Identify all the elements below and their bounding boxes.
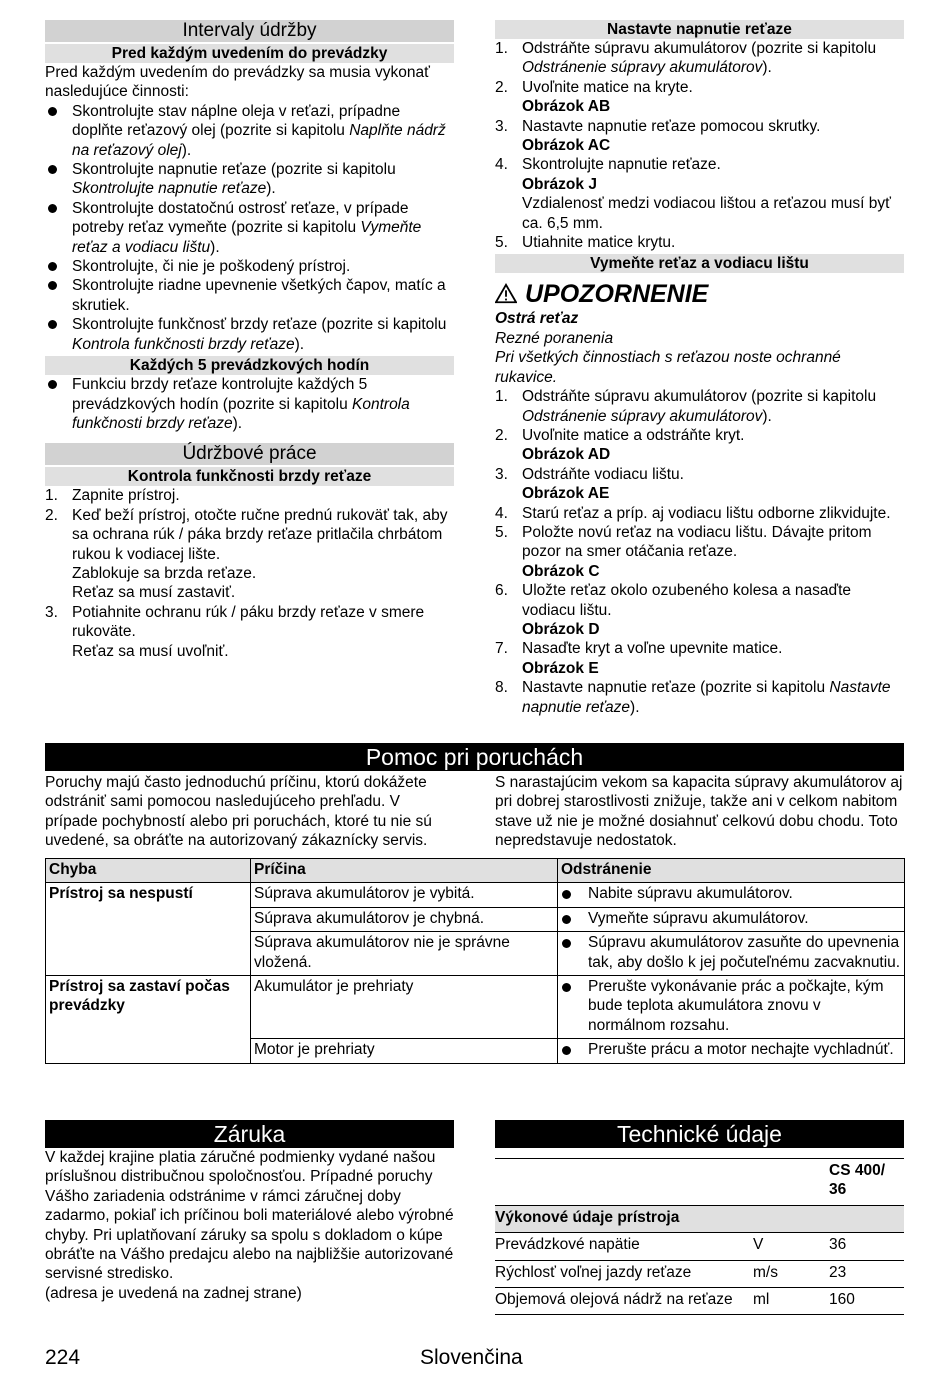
fault-cell: Prístroj sa nespustí (46, 883, 251, 976)
troubleshooting-heading: Pomoc pri poruchách (45, 743, 904, 771)
step-number: 5. (495, 234, 508, 252)
table-row (495, 1205, 904, 1232)
group-label: Výkonové údaje prístroja (495, 1205, 904, 1232)
tech-data-table (495, 1158, 904, 1315)
warning-title: UPOZORNENIE (525, 280, 709, 309)
list-item: Funkciu brzdy reťaze kontrolujte každých 5 prevádzkových hodín (pozrite si kapitolu Kontrola funkčnosti brzdy reťaze). (45, 375, 454, 433)
troubleshooting-table (45, 858, 905, 1064)
step-item: 1. Odstráňte súpravu akumulátorov (pozrite si kapitolu Odstránenie súpravy akumulátorov). (495, 40, 877, 77)
step-number: 2. (495, 78, 508, 96)
troubleshooting-intro-left: Poruchy majú často jednoduchú príčinu, ktorú dokážete odstrániť sami pomocou nasledujúceho prehľadu. V prípade pochybností alebo pri poruchách, ktoré tu nie sú uvedené, sa obráťte na autorizovaný zákaznícky servis. (45, 774, 432, 850)
figure-ref: Obrázok AB (522, 98, 611, 116)
model-name: CS 400/ 36 (829, 1159, 904, 1206)
warning-triangle-icon (495, 283, 517, 305)
step-item: 7. Nasaďte kryt a voľne upevnite matice. Obrázok E (495, 639, 904, 678)
list-item: Skontrolujte stav náplne oleja v reťazi, prípadne doplňte reťazový olej (pozrite si kapitolu Naplňte nádrž na reťazový olej). (45, 102, 454, 160)
step-number: 1. (45, 487, 58, 505)
remedy-cell: Prerušte vykonávanie prác a počkajte, kým bude teplota akumulátora znovu v normálnom rozsahu. (558, 976, 905, 1039)
chain-tension-steps (495, 39, 904, 252)
step-item: 5. Utiahnite matice krytu. (495, 234, 676, 252)
table-row (46, 976, 905, 1039)
right-column (495, 20, 904, 717)
brake-check-steps (45, 486, 454, 661)
figure-ref: Obrázok AE (522, 485, 610, 503)
language-label: Slovenčina (420, 1346, 523, 1369)
figure-ref: Obrázok C (522, 562, 600, 580)
step-number: 3. (495, 465, 508, 483)
spec-value: 160 (829, 1288, 904, 1315)
step-number: 4. (495, 504, 508, 522)
warning-hazard: Ostrá reťaz (495, 310, 579, 328)
step-item: 1. Odstráňte súpravu akumulátorov (pozrite si kapitolu Odstránenie súpravy akumulátorov). (495, 388, 877, 425)
before-use-list (45, 102, 454, 354)
step-number: 2. (495, 426, 508, 444)
step-item: 2. Uvoľnite matice na kryte. Obrázok AB (495, 78, 904, 117)
step-item: 2. Uvoľnite matice a odstráňte kryt. Obrázok AD (495, 426, 904, 465)
replace-chain-steps (495, 387, 904, 717)
warning-instruction: Pri všetkých činnostiach s reťazou noste ochranné rukavice. (495, 349, 841, 386)
step-item: 3. Potiahnite ochranu rúk / páku brzdy reťaze v smere rukoväte. Reťaz sa musí uvoľniť. (45, 603, 425, 660)
step-item: 4. Starú reťaz a príp. aj vodiacu lištu odborne zlikvidujte. (495, 504, 891, 522)
spec-unit: m/s (753, 1260, 829, 1287)
remedy-cell: Vymeňte súpravu akumulátorov. (558, 907, 905, 931)
step-item: 8. Nastavte napnutie reťaze (pozrite si kapitolu Nastavte napnutie reťaze). (495, 679, 891, 716)
step-item: 5. Položte novú reťaz na vodiacu lištu. Dávajte pritom pozor na smer otáčania reťaze. Obrázok C (495, 523, 904, 581)
step-number: 3. (495, 117, 508, 135)
table-row (46, 883, 905, 907)
before-use-intro: Pred každým uvedením do prevádzky sa musia vykonať nasledujúce činnosti: (45, 64, 430, 101)
spec-value: 36 (829, 1233, 904, 1260)
spec-unit: V (753, 1233, 829, 1260)
cause-cell: Súprava akumulátorov je vybitá. (251, 883, 558, 907)
header-fault: Chyba (46, 859, 251, 883)
warranty-heading: Záruka (45, 1120, 454, 1148)
cause-cell: Motor je prehriaty (251, 1039, 558, 1063)
step-item: 2. Keď beží prístroj, otočte ručne prednú rukoväť tak, aby sa ochrana rúk / páka brzdy reťaze pritlačila chrbátom rukou k vodiacej lište. Zablokuje sa brzda reťaze. Reťaz sa musí zastaviť. (45, 506, 448, 602)
figure-ref: Obrázok J (522, 175, 597, 193)
table-header-row (46, 859, 905, 883)
warning-heading (495, 279, 904, 309)
step-number: 1. (495, 388, 508, 406)
list-item: Skontrolujte napnutie reťaze (pozrite si kapitolu Skontrolujte napnutie reťaze). (45, 160, 454, 199)
table-row (495, 1260, 904, 1287)
table-row (495, 1233, 904, 1260)
step-item: 4. Skontrolujte napnutie reťaze. Obrázok J Vzdialenosť medzi vodiacou lištou a reťazou musí byť ca. 6,5 mm. (495, 155, 904, 233)
every-5-hours-heading: Každých 5 prevádzkových hodín (45, 356, 454, 375)
before-use-heading: Pred každým uvedením do prevádzky (45, 44, 454, 63)
list-item: Skontrolujte, či nie je poškodený prístroj. (45, 257, 454, 276)
spec-label: Prevádzkové napätie (495, 1233, 753, 1260)
replace-chain-heading: Vymeňte reťaz a vodiacu lištu (495, 254, 904, 273)
remedy-cell: Súpravu akumulátorov zasuňte do upevnenia tak, aby došlo k jej počuteľnému zacvaknutiu. (558, 932, 905, 976)
remedy-cell: Prerušte prácu a motor nechajte vychladnúť. (558, 1039, 905, 1063)
maintenance-intervals-heading: Intervaly údržby (45, 20, 454, 42)
warning-consequence: Rezné poranenia (495, 329, 614, 347)
step-number: 1. (495, 40, 508, 57)
step-item: 6. Uložte reťaz okolo ozubeného kolesa a nasaďte vodiacu lištu. Obrázok D (495, 581, 904, 639)
step-number: 7. (495, 640, 508, 658)
left-column (45, 20, 454, 661)
spec-unit: ml (753, 1288, 829, 1315)
step-item: 3. Nastavte napnutie reťaze pomocou skrutky. Obrázok AC (495, 117, 904, 156)
step-item: 3. Odstráňte vodiacu lištu. Obrázok AE (495, 465, 904, 504)
cause-cell: Súprava akumulátorov nie je správne vložená. (251, 932, 558, 976)
cause-cell: Akumulátor je prehriaty (251, 976, 558, 1039)
list-item: Skontrolujte funkčnosť brzdy reťaze (pozrite si kapitolu Kontrola funkčnosti brzdy reťaze). (45, 315, 454, 354)
chain-tension-heading: Nastavte napnutie reťaze (495, 20, 904, 39)
step-number: 6. (495, 582, 508, 600)
cause-cell: Súprava akumulátorov je chybná. (251, 907, 558, 931)
step-number: 2. (45, 506, 58, 524)
tech-data-section (495, 1120, 904, 1315)
list-item: Skontrolujte riadne upevnenie všetkých čapov, matíc a skrutiek. (45, 276, 454, 315)
warranty-text: V každej krajine platia záručné podmienky vydané našou príslušnou distribučnou spoločnosťou. Prípadné poruchy Vášho zariadenia odstránime v rámci záručnej doby zadarmo, pokiaľ ich príčinou boli materiálové alebo výrobné chyby. Pri uplatňovaní záruky sa spolu s dokladom o kúpe obráťte na Vášho predajcu alebo na najbližšie autorizované servisné stredisko. (45, 1149, 454, 1283)
table-row (495, 1159, 904, 1206)
spec-value: 23 (829, 1260, 904, 1287)
fault-cell: Prístroj sa zastaví počas prevádzky (46, 976, 251, 1064)
spec-label: Rýchlosť voľnej jazdy reťaze (495, 1260, 753, 1287)
figure-ref: Obrázok E (522, 659, 599, 677)
warranty-section (45, 1120, 454, 1303)
step-item: 1. Zapnite prístroj. (45, 487, 180, 505)
spec-label: Objemová olejová nádrž na reťaze (495, 1288, 753, 1315)
troubleshooting-intro-right: S narastajúcim vekom sa kapacita súpravy akumulátorov aj pri dobrej starostlivosti znižuje, takže ani v celkom nabitom stave už nie je možné dosiahnuť celkovú dobu chodu. Toto nepredstavuje nedostatok. (495, 774, 903, 850)
tech-data-heading: Technické údaje (495, 1120, 904, 1148)
brake-check-heading: Kontrola funkčnosti brzdy reťaze (45, 467, 454, 486)
step-number: 5. (495, 523, 508, 541)
step-number: 4. (495, 156, 508, 174)
figure-ref: Obrázok AD (522, 446, 611, 464)
table-row (495, 1288, 904, 1315)
page-number: 224 (45, 1346, 81, 1369)
every-5-hours-list (45, 375, 454, 433)
warranty-note: (adresa je uvedená na zadnej strane) (45, 1284, 302, 1302)
header-remedy: Odstránenie (558, 859, 905, 883)
step-number: 3. (45, 603, 58, 621)
header-cause: Príčina (251, 859, 558, 883)
maintenance-works-heading: Údržbové práce (45, 443, 454, 465)
figure-ref: Obrázok AC (522, 137, 611, 155)
figure-ref: Obrázok D (522, 620, 600, 638)
list-item: Skontrolujte dostatočnú ostrosť reťaze, v prípade potreby reťaz vymeňte (pozrite si kapitolu Vymeňte reťaz a vodiacu lištu). (45, 199, 454, 257)
step-number: 8. (495, 679, 508, 697)
remedy-cell: Nabite súpravu akumulátorov. (558, 883, 905, 907)
